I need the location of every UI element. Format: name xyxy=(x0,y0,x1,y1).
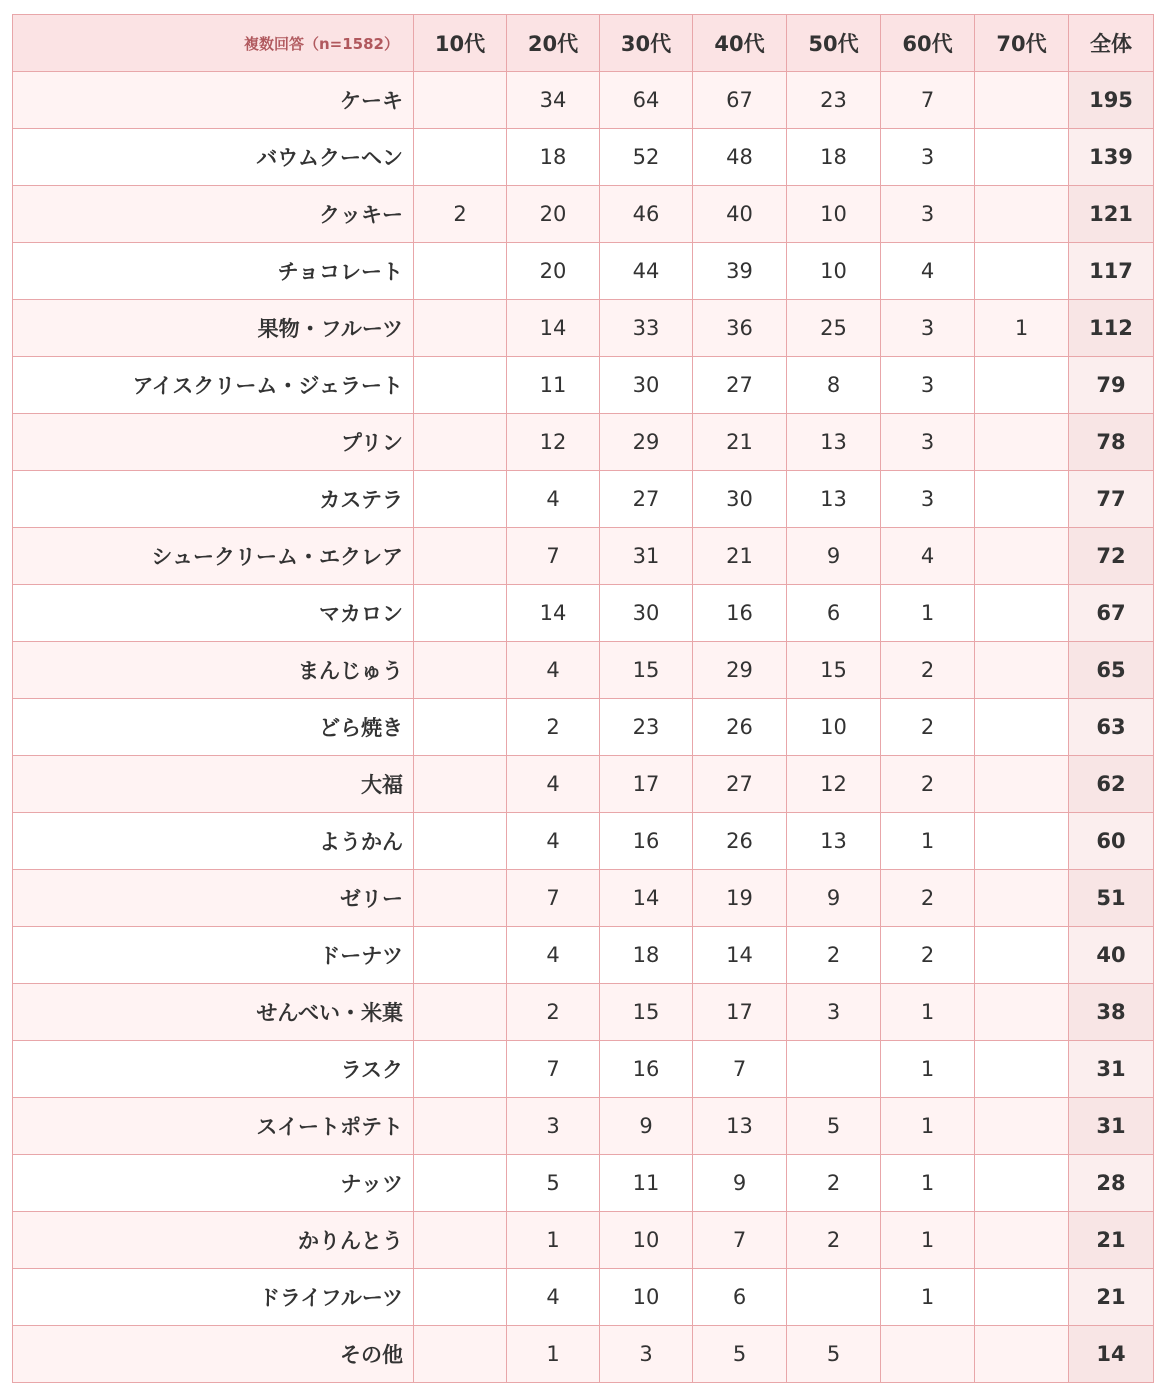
value-cell: 29 xyxy=(600,414,693,471)
value-cell: 30 xyxy=(693,471,787,528)
value-cell xyxy=(414,1269,507,1326)
column-header-total: 全体 xyxy=(1069,15,1154,72)
table-row xyxy=(13,1041,1154,1098)
table-row xyxy=(13,357,1154,414)
value-cell: 10 xyxy=(600,1269,693,1326)
column-header: 50代 xyxy=(787,15,881,72)
value-cell xyxy=(414,1326,507,1383)
total-cell: 78 xyxy=(1069,414,1154,471)
value-cell: 13 xyxy=(787,471,881,528)
row-label: まんじゅう xyxy=(13,642,414,699)
value-cell: 23 xyxy=(787,72,881,129)
value-cell: 12 xyxy=(507,414,600,471)
total-cell: 51 xyxy=(1069,870,1154,927)
value-cell: 17 xyxy=(693,984,787,1041)
value-cell: 14 xyxy=(600,870,693,927)
value-cell xyxy=(414,927,507,984)
row-label: スイートポテト xyxy=(13,1098,414,1155)
value-cell: 1 xyxy=(881,1098,975,1155)
table-row xyxy=(13,243,1154,300)
value-cell: 7 xyxy=(693,1212,787,1269)
value-cell: 13 xyxy=(693,1098,787,1155)
total-cell: 40 xyxy=(1069,927,1154,984)
value-cell: 2 xyxy=(414,186,507,243)
value-cell xyxy=(414,642,507,699)
total-cell: 65 xyxy=(1069,642,1154,699)
value-cell xyxy=(975,1269,1069,1326)
value-cell xyxy=(975,870,1069,927)
value-cell: 3 xyxy=(787,984,881,1041)
total-cell: 72 xyxy=(1069,528,1154,585)
value-cell: 52 xyxy=(600,129,693,186)
value-cell xyxy=(787,1041,881,1098)
value-cell xyxy=(975,471,1069,528)
value-cell: 30 xyxy=(600,585,693,642)
total-cell: 21 xyxy=(1069,1269,1154,1326)
value-cell xyxy=(414,1041,507,1098)
value-cell xyxy=(414,72,507,129)
value-cell: 4 xyxy=(507,1269,600,1326)
row-label: シュークリーム・エクレア xyxy=(13,528,414,585)
total-cell: 28 xyxy=(1069,1155,1154,1212)
value-cell xyxy=(975,984,1069,1041)
header-row xyxy=(13,15,1154,72)
value-cell xyxy=(414,813,507,870)
value-cell: 8 xyxy=(787,357,881,414)
value-cell: 10 xyxy=(787,243,881,300)
value-cell: 16 xyxy=(600,1041,693,1098)
table-row xyxy=(13,699,1154,756)
total-cell: 112 xyxy=(1069,300,1154,357)
value-cell xyxy=(414,1155,507,1212)
value-cell: 7 xyxy=(507,870,600,927)
row-label: その他 xyxy=(13,1326,414,1383)
value-cell: 40 xyxy=(693,186,787,243)
total-cell: 14 xyxy=(1069,1326,1154,1383)
row-label: ドーナツ xyxy=(13,927,414,984)
value-cell: 12 xyxy=(787,756,881,813)
value-cell: 21 xyxy=(693,528,787,585)
value-cell: 4 xyxy=(507,813,600,870)
sweets-age-table xyxy=(12,14,1154,1383)
column-header: 40代 xyxy=(693,15,787,72)
value-cell xyxy=(975,1041,1069,1098)
value-cell: 4 xyxy=(507,756,600,813)
total-cell: 60 xyxy=(1069,813,1154,870)
value-cell: 1 xyxy=(881,1041,975,1098)
value-cell: 7 xyxy=(507,528,600,585)
value-cell xyxy=(414,528,507,585)
table-body xyxy=(13,72,1154,1383)
total-cell: 62 xyxy=(1069,756,1154,813)
value-cell: 7 xyxy=(693,1041,787,1098)
column-header: 70代 xyxy=(975,15,1069,72)
total-cell: 67 xyxy=(1069,585,1154,642)
value-cell: 9 xyxy=(600,1098,693,1155)
value-cell: 10 xyxy=(600,1212,693,1269)
value-cell: 16 xyxy=(600,813,693,870)
value-cell xyxy=(787,1269,881,1326)
value-cell: 3 xyxy=(881,471,975,528)
value-cell: 26 xyxy=(693,813,787,870)
table-row xyxy=(13,300,1154,357)
total-cell: 31 xyxy=(1069,1041,1154,1098)
value-cell: 1 xyxy=(507,1326,600,1383)
value-cell: 7 xyxy=(507,1041,600,1098)
value-cell: 3 xyxy=(881,186,975,243)
value-cell: 15 xyxy=(787,642,881,699)
value-cell xyxy=(975,756,1069,813)
value-cell: 1 xyxy=(975,300,1069,357)
value-cell: 2 xyxy=(881,870,975,927)
value-cell xyxy=(975,357,1069,414)
value-cell: 20 xyxy=(507,186,600,243)
value-cell: 1 xyxy=(881,1212,975,1269)
value-cell xyxy=(414,984,507,1041)
column-header: 60代 xyxy=(881,15,975,72)
total-cell: 79 xyxy=(1069,357,1154,414)
table-row xyxy=(13,642,1154,699)
row-label: ナッツ xyxy=(13,1155,414,1212)
value-cell xyxy=(975,585,1069,642)
table-row xyxy=(13,186,1154,243)
value-cell: 33 xyxy=(600,300,693,357)
value-cell: 48 xyxy=(693,129,787,186)
value-cell: 14 xyxy=(507,585,600,642)
value-cell xyxy=(881,1326,975,1383)
row-label: バウムクーヘン xyxy=(13,129,414,186)
value-cell: 64 xyxy=(600,72,693,129)
table-row xyxy=(13,813,1154,870)
value-cell xyxy=(975,528,1069,585)
value-cell: 3 xyxy=(881,129,975,186)
value-cell: 2 xyxy=(881,756,975,813)
row-label: プリン xyxy=(13,414,414,471)
table-row xyxy=(13,984,1154,1041)
value-cell xyxy=(414,585,507,642)
value-cell: 5 xyxy=(787,1098,881,1155)
total-cell: 195 xyxy=(1069,72,1154,129)
value-cell xyxy=(414,756,507,813)
value-cell: 20 xyxy=(507,243,600,300)
total-cell: 21 xyxy=(1069,1212,1154,1269)
value-cell xyxy=(414,129,507,186)
value-cell xyxy=(975,129,1069,186)
value-cell: 15 xyxy=(600,642,693,699)
value-cell: 2 xyxy=(507,699,600,756)
value-cell: 21 xyxy=(693,414,787,471)
value-cell: 3 xyxy=(881,414,975,471)
value-cell xyxy=(975,813,1069,870)
value-cell: 26 xyxy=(693,699,787,756)
value-cell: 1 xyxy=(881,1269,975,1326)
row-label: せんべい・米菓 xyxy=(13,984,414,1041)
value-cell: 2 xyxy=(787,1212,881,1269)
value-cell xyxy=(414,357,507,414)
column-header: 20代 xyxy=(507,15,600,72)
value-cell: 16 xyxy=(693,585,787,642)
total-cell: 139 xyxy=(1069,129,1154,186)
table-row xyxy=(13,414,1154,471)
value-cell: 1 xyxy=(881,585,975,642)
value-cell: 10 xyxy=(787,186,881,243)
row-label: アイスクリーム・ジェラート xyxy=(13,357,414,414)
value-cell: 9 xyxy=(787,528,881,585)
value-cell xyxy=(414,243,507,300)
value-cell xyxy=(414,870,507,927)
total-cell: 121 xyxy=(1069,186,1154,243)
value-cell xyxy=(975,414,1069,471)
value-cell: 3 xyxy=(881,300,975,357)
row-label: ケーキ xyxy=(13,72,414,129)
value-cell: 17 xyxy=(600,756,693,813)
value-cell xyxy=(975,1155,1069,1212)
value-cell: 4 xyxy=(881,243,975,300)
row-label: カステラ xyxy=(13,471,414,528)
table-row xyxy=(13,1326,1154,1383)
value-cell: 29 xyxy=(693,642,787,699)
value-cell xyxy=(975,1212,1069,1269)
value-cell: 39 xyxy=(693,243,787,300)
table-row xyxy=(13,756,1154,813)
value-cell xyxy=(414,1212,507,1269)
table-row xyxy=(13,585,1154,642)
row-label: ラスク xyxy=(13,1041,414,1098)
row-label: ドライフルーツ xyxy=(13,1269,414,1326)
value-cell xyxy=(414,1098,507,1155)
value-cell: 31 xyxy=(600,528,693,585)
value-cell: 3 xyxy=(600,1326,693,1383)
value-cell: 1 xyxy=(507,1212,600,1269)
value-cell: 36 xyxy=(693,300,787,357)
value-cell: 13 xyxy=(787,813,881,870)
total-cell: 63 xyxy=(1069,699,1154,756)
value-cell: 27 xyxy=(693,756,787,813)
value-cell xyxy=(975,1326,1069,1383)
value-cell xyxy=(975,243,1069,300)
value-cell: 67 xyxy=(693,72,787,129)
table-row xyxy=(13,1155,1154,1212)
value-cell: 18 xyxy=(787,129,881,186)
value-cell: 1 xyxy=(881,1155,975,1212)
total-cell: 31 xyxy=(1069,1098,1154,1155)
row-label: チョコレート xyxy=(13,243,414,300)
value-cell: 9 xyxy=(693,1155,787,1212)
value-cell: 4 xyxy=(507,927,600,984)
row-label: クッキー xyxy=(13,186,414,243)
value-cell xyxy=(414,300,507,357)
value-cell: 18 xyxy=(600,927,693,984)
value-cell: 1 xyxy=(881,984,975,1041)
row-label: マカロン xyxy=(13,585,414,642)
value-cell: 14 xyxy=(693,927,787,984)
value-cell: 25 xyxy=(787,300,881,357)
total-cell: 77 xyxy=(1069,471,1154,528)
value-cell: 4 xyxy=(881,528,975,585)
table-container xyxy=(12,14,1154,1383)
value-cell: 9 xyxy=(787,870,881,927)
table-row xyxy=(13,927,1154,984)
value-cell: 5 xyxy=(693,1326,787,1383)
value-cell: 2 xyxy=(787,927,881,984)
value-cell xyxy=(975,699,1069,756)
row-label: かりんとう xyxy=(13,1212,414,1269)
value-cell: 1 xyxy=(881,813,975,870)
table-row xyxy=(13,129,1154,186)
value-cell: 2 xyxy=(881,927,975,984)
value-cell: 34 xyxy=(507,72,600,129)
table-row xyxy=(13,528,1154,585)
value-cell: 30 xyxy=(600,357,693,414)
row-label: ようかん xyxy=(13,813,414,870)
value-cell xyxy=(414,699,507,756)
row-label: ゼリー xyxy=(13,870,414,927)
value-cell: 5 xyxy=(787,1326,881,1383)
value-cell: 11 xyxy=(600,1155,693,1212)
column-header: 30代 xyxy=(600,15,693,72)
value-cell: 7 xyxy=(881,72,975,129)
table-row xyxy=(13,72,1154,129)
value-cell: 18 xyxy=(507,129,600,186)
value-cell: 4 xyxy=(507,471,600,528)
value-cell: 11 xyxy=(507,357,600,414)
value-cell: 6 xyxy=(787,585,881,642)
value-cell xyxy=(975,927,1069,984)
value-cell: 5 xyxy=(507,1155,600,1212)
table-row xyxy=(13,1098,1154,1155)
value-cell: 3 xyxy=(881,357,975,414)
row-label: 大福 xyxy=(13,756,414,813)
value-cell xyxy=(975,186,1069,243)
value-cell xyxy=(975,1098,1069,1155)
value-cell: 2 xyxy=(881,642,975,699)
value-cell: 23 xyxy=(600,699,693,756)
table-row xyxy=(13,870,1154,927)
value-cell: 6 xyxy=(693,1269,787,1326)
table-row xyxy=(13,1269,1154,1326)
value-cell: 14 xyxy=(507,300,600,357)
value-cell: 15 xyxy=(600,984,693,1041)
value-cell: 27 xyxy=(600,471,693,528)
value-cell: 3 xyxy=(507,1098,600,1155)
value-cell: 27 xyxy=(693,357,787,414)
value-cell: 2 xyxy=(787,1155,881,1212)
value-cell: 10 xyxy=(787,699,881,756)
corner-label: 複数回答（n=1582） xyxy=(13,15,414,72)
value-cell: 2 xyxy=(507,984,600,1041)
value-cell: 19 xyxy=(693,870,787,927)
value-cell xyxy=(975,72,1069,129)
row-label: 果物・フルーツ xyxy=(13,300,414,357)
table-row xyxy=(13,1212,1154,1269)
value-cell xyxy=(414,414,507,471)
table-row xyxy=(13,471,1154,528)
value-cell: 2 xyxy=(881,699,975,756)
total-cell: 38 xyxy=(1069,984,1154,1041)
column-header: 10代 xyxy=(414,15,507,72)
value-cell: 44 xyxy=(600,243,693,300)
value-cell xyxy=(975,642,1069,699)
value-cell: 13 xyxy=(787,414,881,471)
total-cell: 117 xyxy=(1069,243,1154,300)
value-cell: 46 xyxy=(600,186,693,243)
value-cell xyxy=(414,471,507,528)
row-label: どら焼き xyxy=(13,699,414,756)
value-cell: 4 xyxy=(507,642,600,699)
